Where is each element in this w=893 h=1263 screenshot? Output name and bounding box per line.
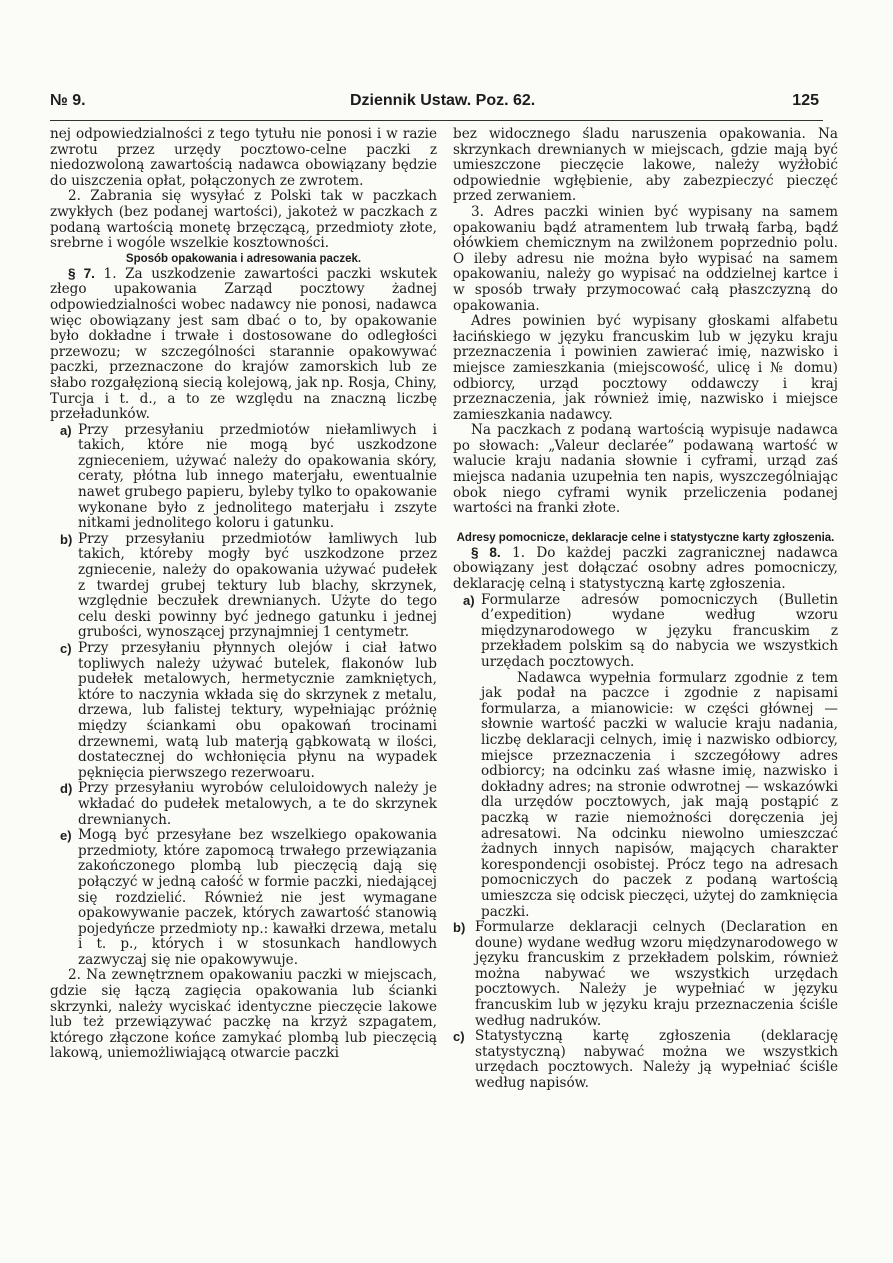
paragraph: nej odpowiedzialności z tego tytułu nie ponosi i w razie zwrotu przez urzędy pocztowo-celne paczki z niedozwoloną zawartością nadawca obowiązany będzie do uiszczenia opłat, połączonych ze zwrotem. [50,126,437,189]
item-label: c) [453,1029,465,1045]
paragraph-label: § 7. [68,265,95,281]
list-item [453,1029,838,1091]
paragraph: 2. Zabrania się wysyłać z Polski tak w paczkach zwykłych (bez podanej wartości), jakoteż w paczkach z podaną wartością monetę brzęczącą, przedmioty złote, srebrne i wogóle wszelkie kosztowności. [50,188,437,252]
list-item [50,641,437,781]
right-column [453,127,838,1092]
journal-title: Dziennik Ustaw. Poz. 62. [350,92,536,109]
section-heading: Adresy pomocnicze, deklaracje celne i statystyczne karty zgłoszenia. [456,531,835,544]
item-text: Przy przesyłaniu wyrobów celuloidowych należy je wkładać do pudełek metalowych, a te do skrzynek drewnianych. [78,780,437,828]
item-text: Formularze deklaracji celnych (Declaration en doune) wydane według wzoru międzynarodowego w języku francuskim z przekładem polskim, również można nabywać we wszystkich urzędach pocztowych. Należy je wypełniać w języku francuskim lub w języku kraju przeznaczenia ściśle według nadruków. [475,919,838,1029]
item-text: Statystyczną kartę zgłoszenia (deklarację statystyczną) nabywać można we wszystkich urzędach pocztowych. Należy ją wypełniać ściśle według napisów. [475,1028,838,1092]
item-text: Przy przesyłaniu płynnych olejów i ciał łatwo topliwych należy używać butelek, flakonów lub pudełek metalowych, hermetycznie zamkniętych, które to naczynia wkłada się do skrzynek z metalu, drzewa, lub falistej tektury, wypełniając próżnię między ściankami obu opakowań trocinami drzewnemi, watą lub materją gąbkowatą w ilości, dostatecznej do wchłonięcia płynu na wypadek pęknięcia pierwszego rezerwoaru. [78,640,437,781]
list-item [50,828,437,968]
paragraph: 3. Adres paczki winien być wypisany na samem opakowaniu bądź atramentem lub trwałą farbą, bądź ołówkiem chemicznym na zwilżonem poprzednio polu. O ileby adresu nie można było wypisać na samem opakowaniu, należy go wypisać na oddzielnej kartce i w sposób trwały przymocować całą płaszczyzną do opakowania. [453,203,838,314]
list-item [453,920,838,1029]
left-column [50,127,437,1062]
item-text: Nadawca wypełnia formularz zgodnie z tem jak podał na paczce i zgodnie z napisami formularza, a mianowicie: w części głównej — słownie wartość paczki w walucie kraju nadania, liczbę deklaracji celnych, imię i nazwisko odbiorcy, miejsce przeznaczenia i szczegółowy adres odbiorcy; na odcinku zaś własne imię, nazwisko i dokładny adres; na stronie odwrotnej — wskazówki dla urzędów pocztowych, jak mają postąpić z paczką w razie niemożności doręczenia jej adresatowi. Na odcinku niewolno umieszczać żadnych innych napisów, mających charakter korespondencji osobistej. Prócz tego na adresach pomocniczych do paczek z podaną wartością umieszcza się odcisk pieczęci, użytej do zamknięcia paczki. [481,669,838,920]
paragraph-8 [453,545,838,593]
list-item [50,781,437,828]
list-item [453,593,838,920]
item-label: b) [60,531,73,547]
item-label: d) [60,781,73,797]
item-text: Przy przesyłaniu przedmiotów niełamliwych i takich, które nie mogą być uszkodzone zgnieceniem, używać należy do opakowania skóry, ceraty, płótna lub innego materjału, ewentualnie nawet grubego papieru, byleby tylko to opakowanie wykonane było z jednolitego materjału i zszyte nitkami jednolitego koloru i gatunku. [78,421,437,532]
list-item [50,423,437,532]
item-text: Przy przesyłaniu przedmiotów łamliwych lub takich, któreby mogły być uszkodzone przez zgniecenie, należy do opakowania używać pudełek z twardej grubej tektury lub blachy, skrzynek, względnie beczułek drewnianych. Użyte do tego celu deski powinny być jednego gatunku i jednej grubości, wynoszącej przynajmniej 1 centymetr. [78,530,437,641]
item-label: b) [453,920,466,936]
list-item [50,532,437,641]
item-label: a) [60,422,72,438]
section-heading: Sposób opakowania i adresowania paczek. [125,252,362,265]
paragraph-label: § 8. [471,544,501,560]
item-label: a) [463,592,475,608]
item-label: c) [60,641,72,656]
paragraph: bez widocznego śladu naruszenia opakowania. Na skrzynkach drewnianych w miejscach, gdzie mają być umieszczone pieczęcie lakowe, należy wyżłobić odpowiednie wgłębienie, aby zabezpieczyć pieczęć przed zerwaniem. [453,126,838,205]
page-number: 125 [792,92,819,109]
item-text: Mogą być przesyłane bez wszelkiego opakowania przedmioty, które zapomocą trwałego przewiązania zakończonego plombą lub pieczęcią dają się połączyć w jedną całość w formie paczki, niedającej się rozdzielić. Również nie jest wymagane opakowywanie paczek, których zawartość stanowią pojedyńcze przedmioty np.: kawałki drzewa, metalu i t. p., których i w stosunkach handlowych zazwyczaj się nie opakowywuje. [78,827,437,968]
paragraph-7 [50,266,437,423]
paragraph: 2. Na zewnętrznem opakowaniu paczki w miejscach, gdzie się łączą zagięcia opakowania lub ścianki skrzynki, należy wyciskać identyczne pieczęcie lakowe lub też przewiązywać paczkę na krzyż szpagatem, którego złączone końce zamykać plombą lub pieczęcią lakową, uniemożliwiającą otwarcie paczki [50,967,437,1062]
paragraph-text: 1. Do każdej paczki zagranicznej nadawca obowiązany jest dołączać osobny adres pomocniczy, deklarację celną i statystyczną kartę zgłoszenia. [453,544,838,593]
page-header [50,92,819,116]
issue-number: № 9. [50,92,86,109]
paragraph-text: 1. Za uszkodzenie zawartości paczki wskutek złego upakowania Zarząd pocztowy żadnej odpowiedzialności wobec nadawcy nie ponosi, nadawca więc obowiązany jest sam dbać o to, by opakowanie było dokładne i trwałe i dostosowane do odległości przewozu; w szczególności starannie opakowywać paczki, przeznaczone do krajów zamorskich lub ze słabo rozgałęzioną siecią kolejową, jak np. Rosja, Chiny, Turcja i t. d., a to ze względu na znaczną liczbę przeładunków. [50,265,437,423]
paragraph: Na paczkach z podaną wartością wypisuje nadawca po słowach: „Valeur declarée” podawaną wartość w walucie kraju nadania słownie i cyframi, urząd zaś miejsca nadania uzupełnia ten napis, wyszczególniając obok niego cyframi wynik przeliczenia podanej wartości na franki złote. [453,422,838,517]
item-label: e) [60,828,72,844]
item-text: Formularze adresów pomocniczych (Bulletin d’expedition) wydane według wzoru międzynarodowego w języku francuskim z przekładem polskim są do nabycia we wszystkich urzędach pocztowych. [481,591,838,670]
paragraph: Adres powinien być wypisany głoskami alfabetu łacińskiego w języku francuskim lub w języku kraju przeznaczenia i powinien zawierać imię, nazwisko i miejsce zamieszkania (miejscowość, ulicę i № domu) odbiorcy, urząd pocztowy oddawczy i kraj przeznaczenia, jak również imię, nazwisko i miejsce zamieszkania nadawcy. [453,313,838,423]
header-rule [50,120,823,121]
